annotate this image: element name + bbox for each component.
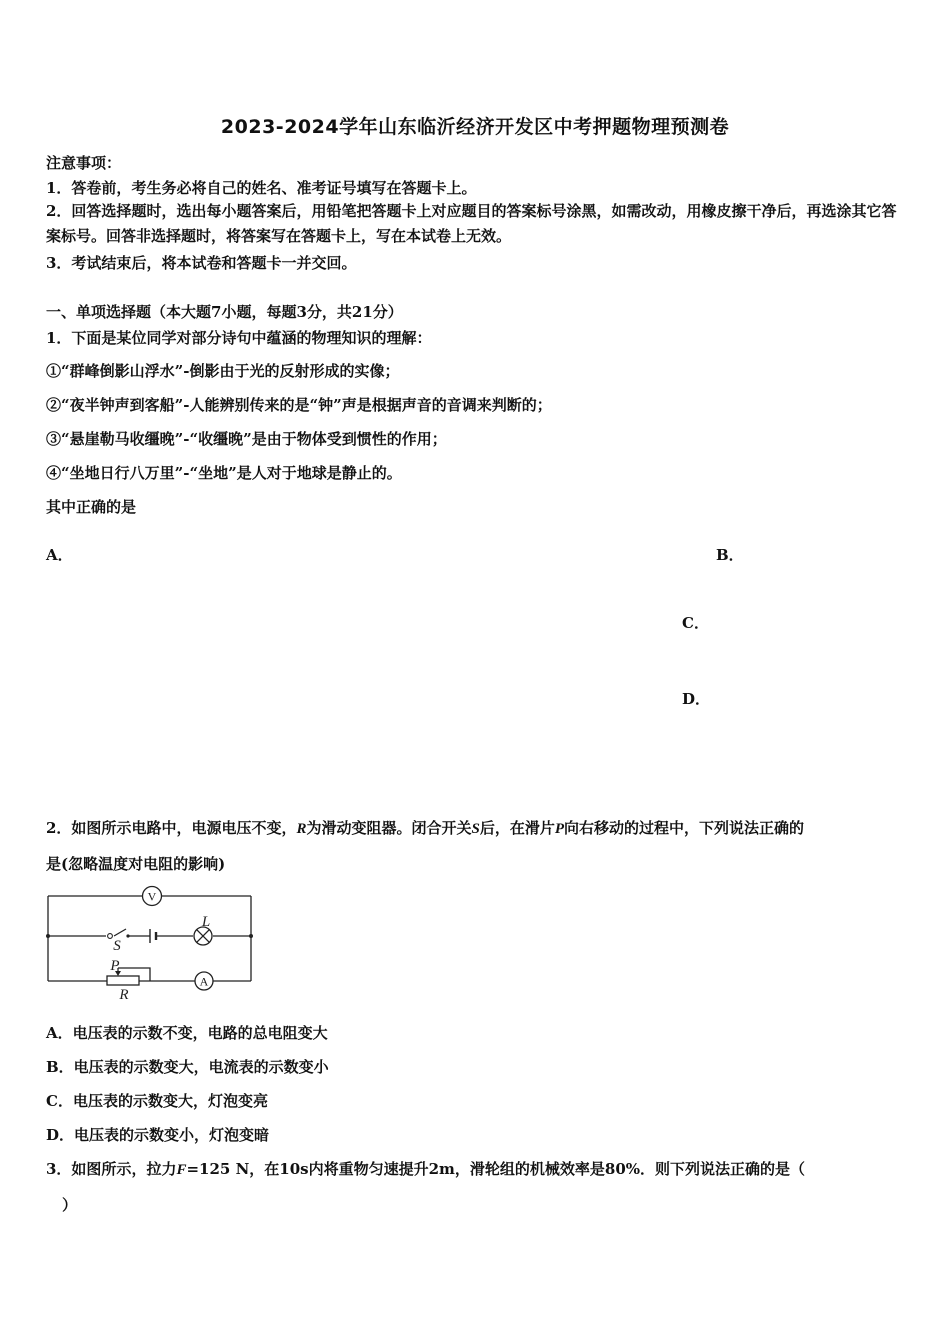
notice-heading: 注意事项： — [46, 154, 122, 172]
notice-item-3: 3．考试结束后，将本试卷和答题卡一并交回。 — [46, 254, 357, 272]
q1-question: 其中正确的是 — [46, 498, 137, 516]
voltmeter-label: V — [147, 889, 157, 904]
q2-option-d: D．电压表的示数变小，灯泡变暗 — [46, 1126, 270, 1144]
q2-option-b: B．电压表的示数变大，电流表的示数变小 — [46, 1058, 329, 1076]
junction-right — [249, 934, 253, 938]
q2-stem-line2: 是(忽略温度对电阻的影响) — [46, 855, 226, 873]
q3-stem: 3．如图所示，拉力F=125 N，在10s内将重物匀速提升2m，滑轮组的机械效率是80%．则下列说法正确的是（ — [46, 1160, 806, 1178]
q1-option-d: D． — [682, 690, 711, 708]
q2-option-a: A．电压表的示数不变，电路的总电阻变大 — [46, 1024, 328, 1042]
section-heading: 一、单项选择题（本大题7小题，每题3分，共21分） — [46, 303, 403, 321]
notice-item-1: 1．答卷前，考生务必将自己的姓名、准考证号填写在答题卡上。 — [46, 179, 477, 197]
voltmeter-icon — [143, 887, 162, 906]
rheostat-icon — [107, 976, 139, 985]
ammeter-icon — [195, 972, 213, 990]
notice-item-2: 2．回答选择题时，选出每小题答案后，用铅笔把答题卡上对应题目的答案标号涂黑，如需改动，用橡皮擦干净后，再选涂其它答案标号。回答非选择题时，将答案写在答题卡上，写在本试卷上无效。 — [46, 202, 897, 245]
q1-statement-2: ②“夜半钟声到客船”-人能辨别传来的是“钟”声是根据声音的音调来判断的； — [46, 396, 552, 414]
switch-contact-icon — [108, 934, 113, 939]
page-title: 2023-2024学年山东临沂经济开发区中考押题物理预测卷 — [220, 116, 730, 138]
lamp-label: L — [201, 914, 211, 930]
rheostat-label: R — [119, 987, 129, 1003]
q1-statement-4: ④“坐地日行八万里”-“坐地”是人对于地球是静止的。 — [46, 464, 402, 482]
slider-label: P — [110, 958, 120, 974]
q1-statement-3: ③“悬崖勒马收缰晚”-“收缰晚”是由于物体受到惯性的作用； — [46, 430, 447, 448]
q1-option-a: A． — [46, 546, 73, 564]
q1-stem: 1．下面是某位同学对部分诗句中蕴涵的物理知识的理解： — [46, 329, 432, 347]
q3-stem-line2: ） — [62, 1196, 78, 1214]
q2-stem: 2．如图所示电路中，电源电压不变，R为滑动变阻器。闭合开关S后，在滑片P向右移动的过程中，下列说法正确的 — [46, 819, 805, 837]
q1-option-c: C． — [682, 614, 709, 632]
q1-statement-1: ①“群峰倒影山浮水”-倒影由于光的反射形成的实像； — [46, 362, 400, 380]
switch-pivot-icon — [126, 934, 129, 937]
switch-label: S — [113, 938, 121, 954]
circuit-diagram — [40, 882, 260, 1004]
q2-option-c: C．电压表的示数变大，灯泡变亮 — [46, 1092, 268, 1110]
ammeter-label: A — [199, 974, 209, 989]
q1-option-b: B． — [716, 546, 744, 564]
junction-left — [46, 934, 50, 938]
